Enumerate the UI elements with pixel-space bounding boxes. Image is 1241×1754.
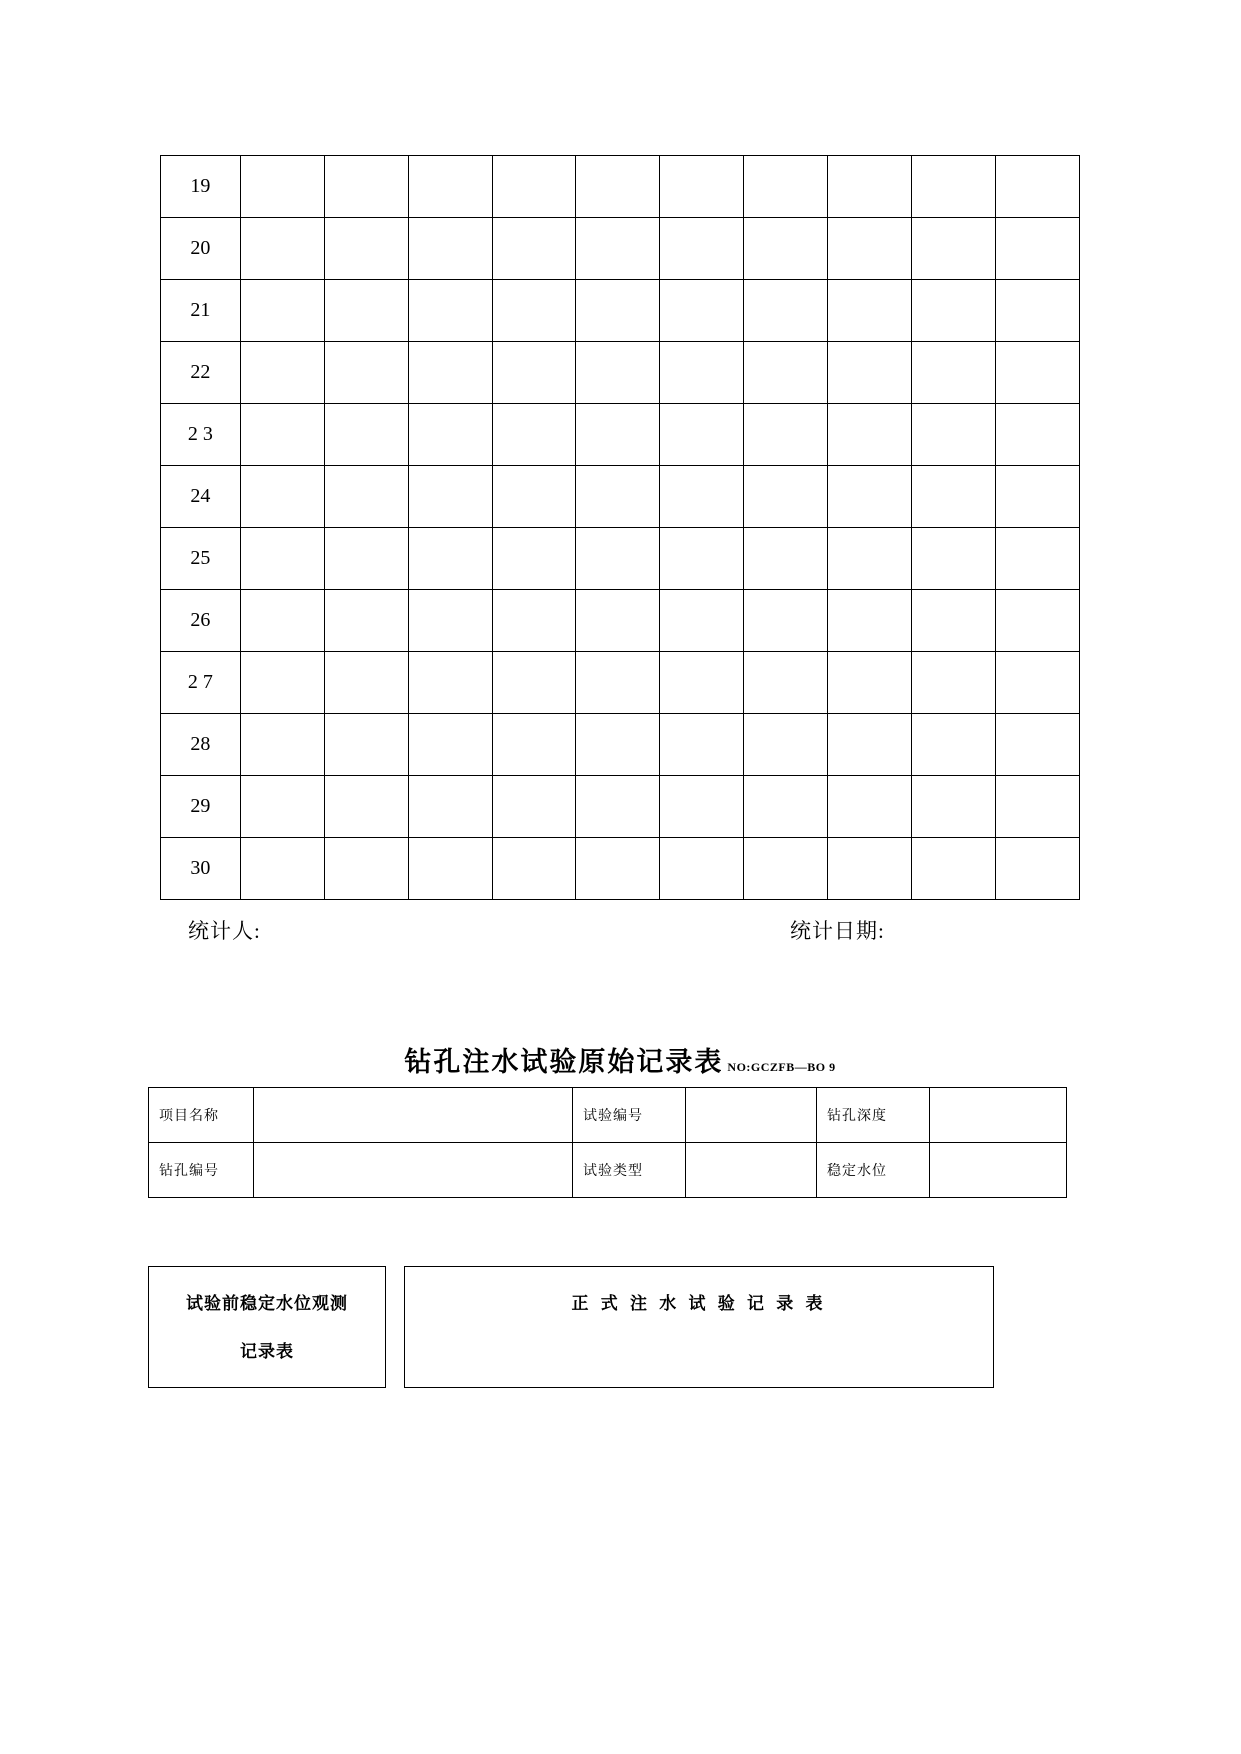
data-cell[interactable] bbox=[324, 652, 408, 714]
data-cell[interactable] bbox=[240, 404, 324, 466]
data-cell[interactable] bbox=[660, 466, 744, 528]
data-cell[interactable] bbox=[744, 838, 828, 900]
data-cell[interactable] bbox=[912, 280, 996, 342]
data-cell[interactable] bbox=[408, 590, 492, 652]
data-cell[interactable] bbox=[996, 466, 1080, 528]
table-body bbox=[161, 156, 1080, 900]
row-number-cell[interactable]: 29 bbox=[161, 776, 241, 838]
data-cell[interactable] bbox=[660, 156, 744, 218]
table-row bbox=[161, 280, 1080, 342]
row-number-cell[interactable]: 20 bbox=[161, 218, 241, 280]
data-cell[interactable] bbox=[576, 714, 660, 776]
row-number-cell[interactable]: 25 bbox=[161, 528, 241, 590]
data-cell[interactable] bbox=[576, 280, 660, 342]
row-number-cell[interactable]: 28 bbox=[161, 714, 241, 776]
test-type-label: 试验类型 bbox=[573, 1143, 686, 1198]
data-cell[interactable] bbox=[828, 590, 912, 652]
borehole-number-label: 钻孔编号 bbox=[149, 1143, 254, 1198]
stable-water-level-label: 稳定水位 bbox=[817, 1143, 930, 1198]
table-row bbox=[161, 342, 1080, 404]
form-title-block bbox=[160, 1040, 1080, 1079]
data-cell[interactable] bbox=[492, 280, 576, 342]
data-cell[interactable] bbox=[576, 404, 660, 466]
data-cell[interactable] bbox=[996, 652, 1080, 714]
table-row bbox=[161, 776, 1080, 838]
formal-injection-record-box bbox=[404, 1266, 994, 1388]
data-cell[interactable] bbox=[408, 714, 492, 776]
table-row bbox=[161, 528, 1080, 590]
borehole-depth-label: 钻孔深度 bbox=[817, 1088, 930, 1143]
data-cell[interactable] bbox=[660, 652, 744, 714]
data-cell[interactable] bbox=[744, 404, 828, 466]
data-cell[interactable] bbox=[408, 528, 492, 590]
data-cell[interactable] bbox=[324, 776, 408, 838]
data-cell[interactable] bbox=[492, 156, 576, 218]
table-row bbox=[161, 218, 1080, 280]
data-cell[interactable] bbox=[240, 218, 324, 280]
data-cell[interactable] bbox=[744, 652, 828, 714]
data-cell[interactable] bbox=[408, 838, 492, 900]
data-cell[interactable] bbox=[912, 590, 996, 652]
data-cell[interactable] bbox=[408, 342, 492, 404]
data-cell[interactable] bbox=[828, 342, 912, 404]
project-name-field[interactable] bbox=[254, 1088, 573, 1143]
data-cell[interactable] bbox=[744, 714, 828, 776]
data-cell[interactable] bbox=[324, 528, 408, 590]
data-cell[interactable] bbox=[828, 404, 912, 466]
table-row bbox=[161, 652, 1080, 714]
data-cell[interactable] bbox=[576, 466, 660, 528]
data-cell[interactable] bbox=[996, 280, 1080, 342]
row-number-cell[interactable]: 26 bbox=[161, 590, 241, 652]
row-number-cell[interactable]: 22 bbox=[161, 342, 241, 404]
data-cell[interactable] bbox=[324, 156, 408, 218]
data-cell[interactable] bbox=[492, 714, 576, 776]
data-cell[interactable] bbox=[828, 776, 912, 838]
data-cell[interactable] bbox=[324, 280, 408, 342]
table-row bbox=[161, 404, 1080, 466]
data-cell[interactable] bbox=[996, 218, 1080, 280]
data-cell[interactable] bbox=[660, 218, 744, 280]
table-row bbox=[161, 590, 1080, 652]
data-cell[interactable] bbox=[240, 714, 324, 776]
statistician-label: 统计人: bbox=[188, 919, 261, 943]
data-cell[interactable] bbox=[912, 218, 996, 280]
data-cell[interactable] bbox=[240, 342, 324, 404]
table-row bbox=[161, 714, 1080, 776]
data-cell[interactable] bbox=[660, 714, 744, 776]
data-cell[interactable] bbox=[240, 466, 324, 528]
page-title: 钻孔注水试验原始记录表 bbox=[404, 1047, 724, 1077]
data-cell[interactable] bbox=[660, 776, 744, 838]
data-cell[interactable] bbox=[744, 280, 828, 342]
data-cell[interactable] bbox=[492, 404, 576, 466]
data-cell[interactable] bbox=[660, 528, 744, 590]
data-cell[interactable] bbox=[492, 590, 576, 652]
borehole-number-field[interactable] bbox=[254, 1143, 573, 1198]
data-cell[interactable] bbox=[996, 776, 1080, 838]
table-row bbox=[161, 838, 1080, 900]
data-cell[interactable] bbox=[576, 528, 660, 590]
data-cell[interactable] bbox=[492, 218, 576, 280]
data-cell[interactable] bbox=[828, 714, 912, 776]
data-cell[interactable] bbox=[240, 652, 324, 714]
pretest-water-level-line2: 记录表 bbox=[240, 1342, 294, 1361]
data-cell[interactable] bbox=[996, 590, 1080, 652]
data-cell[interactable] bbox=[996, 528, 1080, 590]
data-cell[interactable] bbox=[324, 838, 408, 900]
data-cell[interactable] bbox=[492, 528, 576, 590]
data-cell[interactable] bbox=[744, 776, 828, 838]
data-cell[interactable] bbox=[912, 714, 996, 776]
table-row bbox=[149, 1143, 1067, 1198]
data-cell[interactable] bbox=[576, 590, 660, 652]
data-cell[interactable] bbox=[324, 342, 408, 404]
pretest-water-level-line1: 试验前稳定水位观测 bbox=[186, 1294, 348, 1313]
data-cell[interactable] bbox=[660, 590, 744, 652]
row-number-cell[interactable]: 19 bbox=[161, 156, 241, 218]
data-cell[interactable] bbox=[576, 156, 660, 218]
data-cell[interactable] bbox=[324, 404, 408, 466]
data-cell[interactable] bbox=[912, 404, 996, 466]
test-number-field[interactable] bbox=[686, 1088, 817, 1143]
data-cell[interactable] bbox=[912, 652, 996, 714]
row-number-cell[interactable]: 21 bbox=[161, 280, 241, 342]
data-cell[interactable] bbox=[492, 466, 576, 528]
data-cell[interactable] bbox=[912, 156, 996, 218]
data-cell[interactable] bbox=[912, 776, 996, 838]
borehole-info-table bbox=[148, 1087, 1067, 1198]
pretest-water-level-box bbox=[148, 1266, 386, 1388]
data-cell[interactable] bbox=[576, 776, 660, 838]
data-cell[interactable] bbox=[492, 838, 576, 900]
data-cell[interactable] bbox=[828, 528, 912, 590]
data-cell[interactable] bbox=[828, 838, 912, 900]
data-cell[interactable] bbox=[996, 714, 1080, 776]
data-cell[interactable] bbox=[408, 404, 492, 466]
data-cell[interactable] bbox=[912, 466, 996, 528]
data-cell[interactable] bbox=[492, 776, 576, 838]
data-cell[interactable] bbox=[744, 590, 828, 652]
data-cell[interactable] bbox=[744, 218, 828, 280]
data-cell[interactable] bbox=[828, 280, 912, 342]
continuation-data-table bbox=[160, 155, 1080, 900]
data-cell[interactable] bbox=[408, 156, 492, 218]
data-cell[interactable] bbox=[744, 156, 828, 218]
data-cell[interactable] bbox=[408, 218, 492, 280]
data-cell[interactable] bbox=[996, 156, 1080, 218]
row-number-cell[interactable]: 2 3 bbox=[161, 404, 241, 466]
table-row bbox=[161, 466, 1080, 528]
data-cell[interactable] bbox=[240, 528, 324, 590]
data-cell[interactable] bbox=[828, 218, 912, 280]
data-cell[interactable] bbox=[408, 466, 492, 528]
data-cell[interactable] bbox=[240, 156, 324, 218]
data-cell[interactable] bbox=[744, 466, 828, 528]
form-code: NO:GCZFB—BO 9 bbox=[727, 1060, 836, 1074]
data-cell[interactable] bbox=[492, 342, 576, 404]
data-cell[interactable] bbox=[576, 652, 660, 714]
test-number-label: 试验编号 bbox=[573, 1088, 686, 1143]
project-name-label: 项目名称 bbox=[149, 1088, 254, 1143]
borehole-depth-field[interactable] bbox=[930, 1088, 1067, 1143]
data-cell[interactable] bbox=[408, 652, 492, 714]
data-cell[interactable] bbox=[912, 528, 996, 590]
data-cell[interactable] bbox=[324, 218, 408, 280]
data-cell[interactable] bbox=[828, 156, 912, 218]
row-number-cell[interactable]: 30 bbox=[161, 838, 241, 900]
table-body bbox=[149, 1088, 1067, 1198]
data-cell[interactable] bbox=[996, 342, 1080, 404]
data-cell[interactable] bbox=[996, 404, 1080, 466]
data-cell[interactable] bbox=[408, 280, 492, 342]
data-cell[interactable] bbox=[996, 838, 1080, 900]
formal-injection-record-title: 正 式 注 水 试 验 记 录 表 bbox=[571, 1294, 827, 1313]
data-cell[interactable] bbox=[240, 776, 324, 838]
data-cell[interactable] bbox=[912, 342, 996, 404]
data-cell[interactable] bbox=[240, 838, 324, 900]
table-row bbox=[149, 1088, 1067, 1143]
stable-water-level-field[interactable] bbox=[930, 1143, 1067, 1198]
test-type-field[interactable] bbox=[686, 1143, 817, 1198]
data-cell[interactable] bbox=[492, 652, 576, 714]
data-cell[interactable] bbox=[576, 838, 660, 900]
data-cell[interactable] bbox=[324, 714, 408, 776]
data-cell[interactable] bbox=[324, 590, 408, 652]
row-number-cell[interactable]: 24 bbox=[161, 466, 241, 528]
data-cell[interactable] bbox=[240, 590, 324, 652]
data-cell[interactable] bbox=[744, 342, 828, 404]
data-cell[interactable] bbox=[660, 838, 744, 900]
data-cell[interactable] bbox=[660, 342, 744, 404]
data-cell[interactable] bbox=[576, 218, 660, 280]
table-row bbox=[161, 156, 1080, 218]
data-cell[interactable] bbox=[660, 404, 744, 466]
data-cell[interactable] bbox=[828, 652, 912, 714]
row-number-cell[interactable]: 2 7 bbox=[161, 652, 241, 714]
data-cell[interactable] bbox=[576, 342, 660, 404]
data-cell[interactable] bbox=[324, 466, 408, 528]
signature-row bbox=[160, 915, 1080, 955]
data-cell[interactable] bbox=[660, 280, 744, 342]
data-cell[interactable] bbox=[408, 776, 492, 838]
data-cell[interactable] bbox=[828, 466, 912, 528]
data-cell[interactable] bbox=[912, 838, 996, 900]
data-cell[interactable] bbox=[744, 528, 828, 590]
statistics-date-label: 统计日期: bbox=[790, 919, 885, 943]
data-cell[interactable] bbox=[240, 280, 324, 342]
